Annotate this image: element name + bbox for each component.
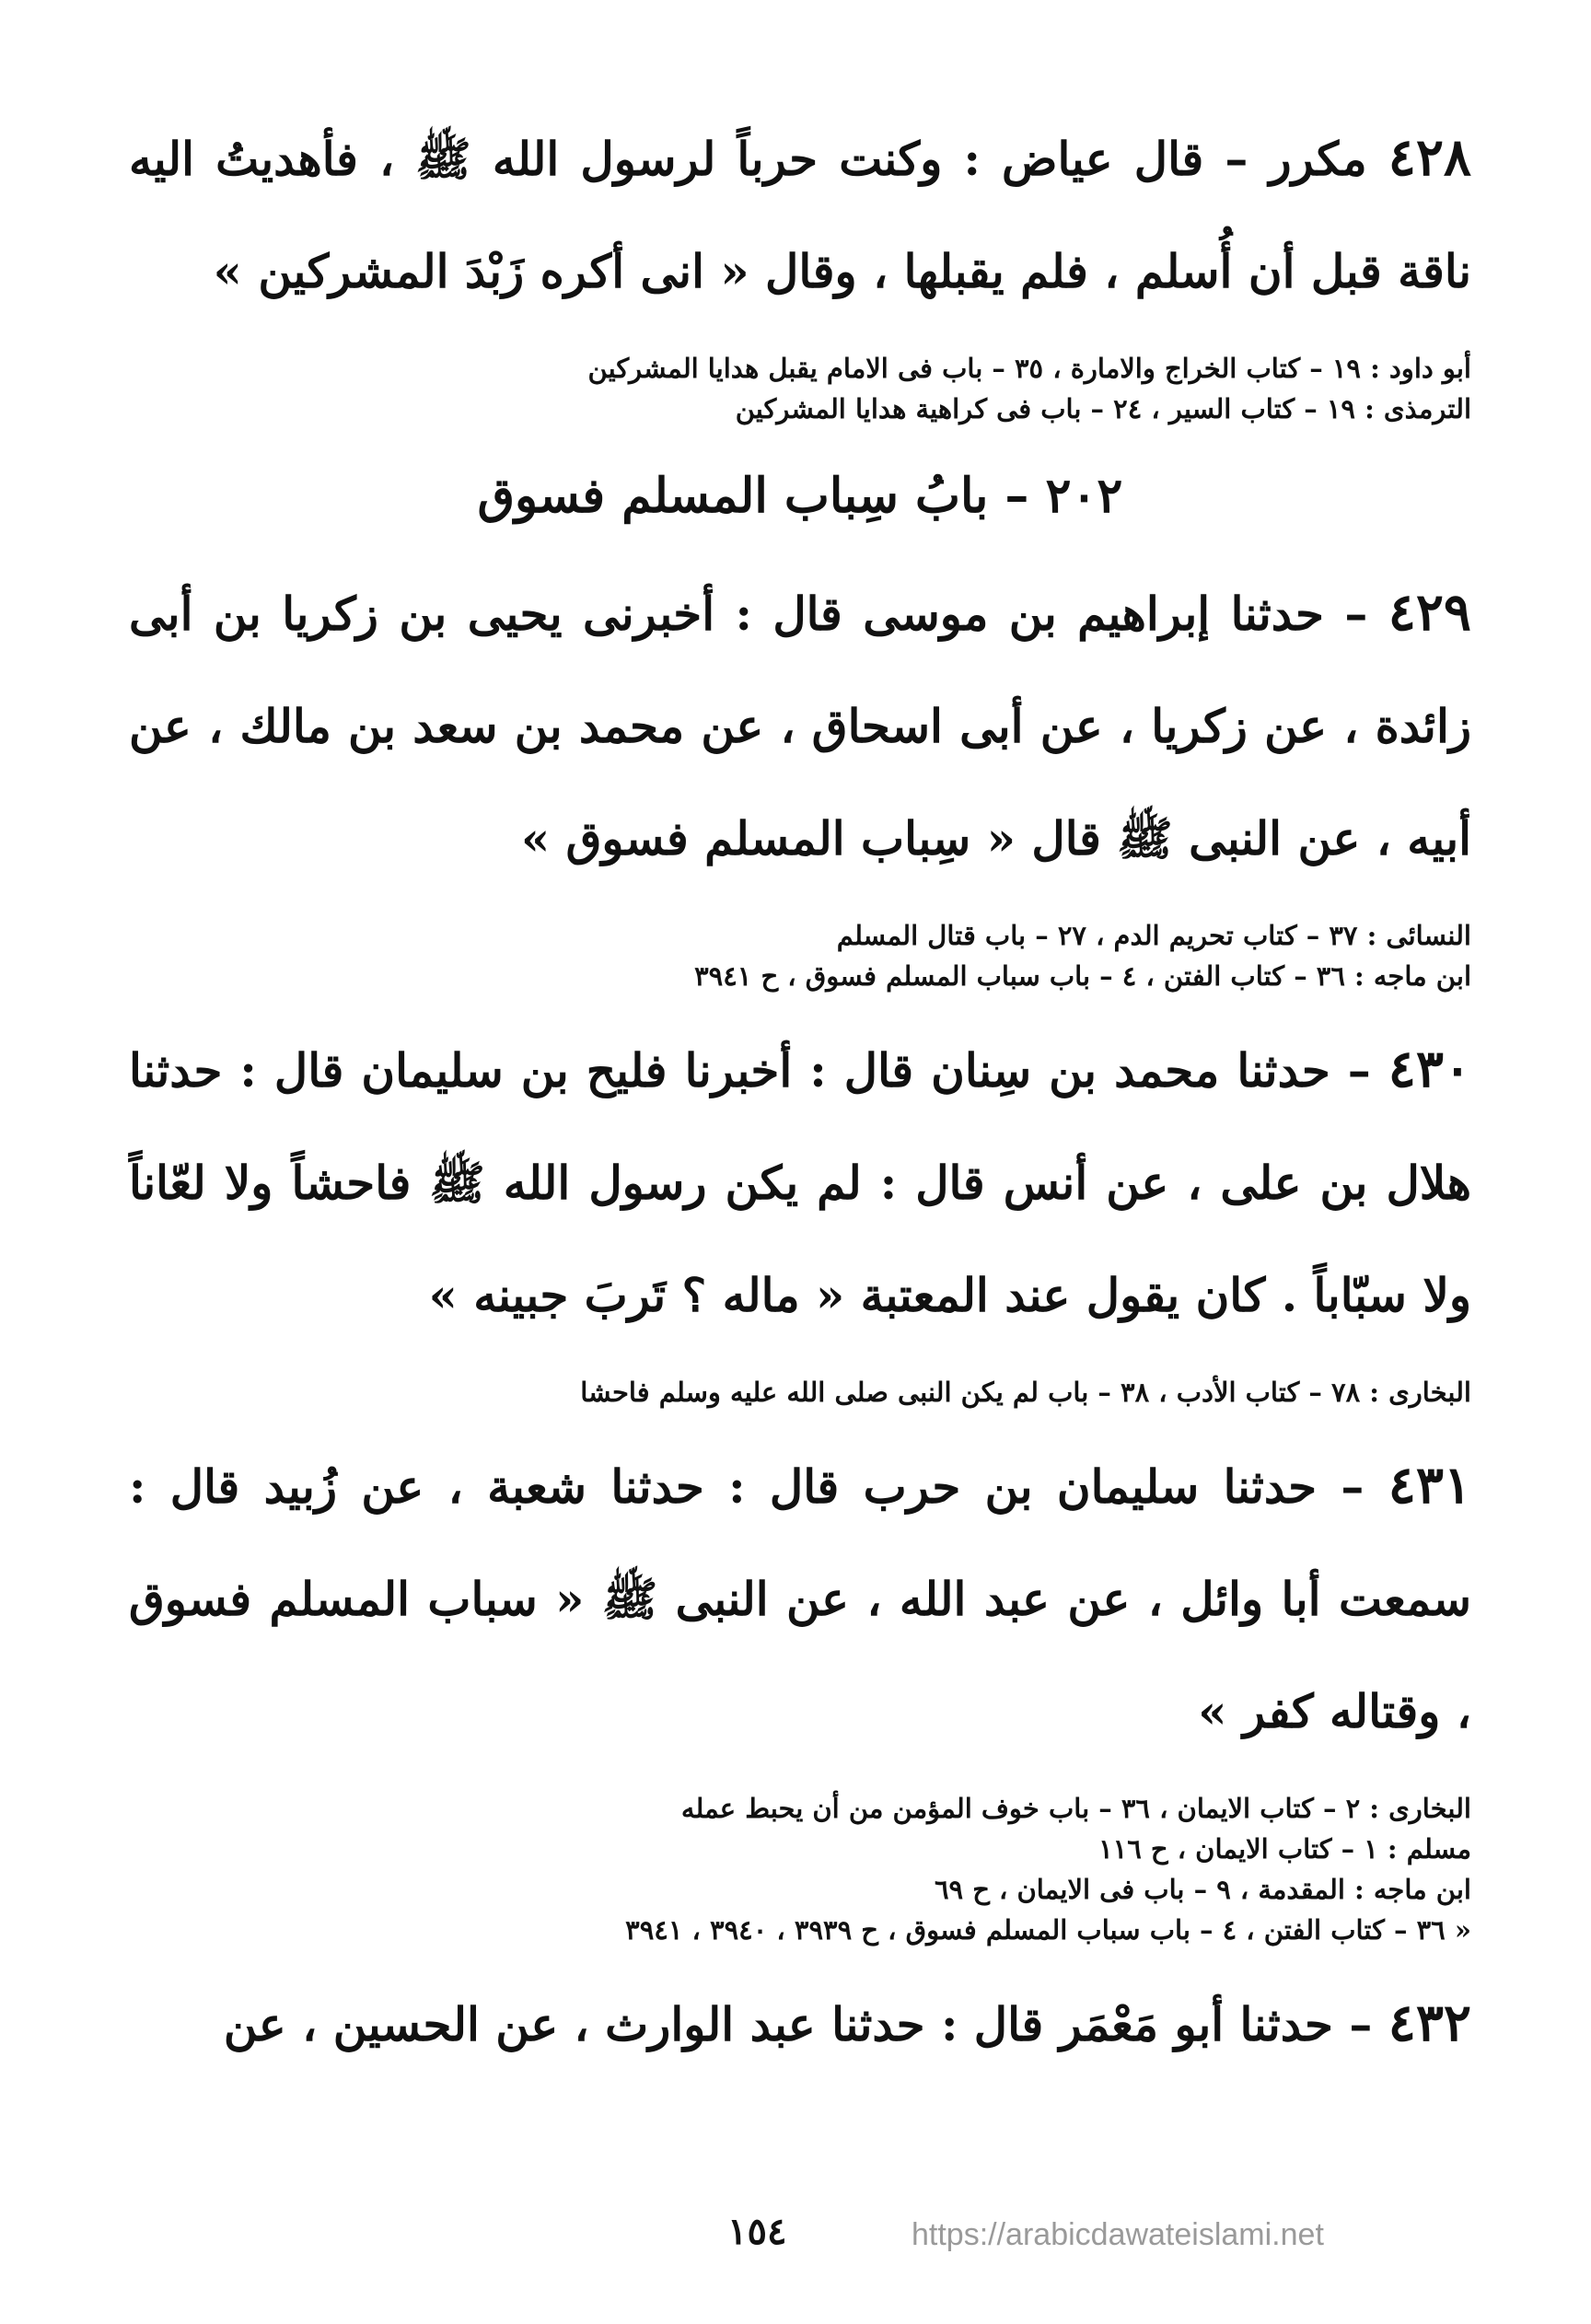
hadith-429	[129, 556, 1471, 895]
reference-line: النسائى : ٣٧ – كتاب تحريم الدم ، ٢٧ – باب قتال المسلم	[836, 920, 1471, 951]
website-watermark: https://arabicdawateislami.net	[912, 2217, 1324, 2252]
hadith-number: ٤٣١	[1388, 1455, 1471, 1516]
hadith-429-references	[129, 915, 1471, 996]
reference-line: أبو داود : ١٩ – كتاب الخراج والامارة ، ٣٥ – باب فى الامام يقبل هدايا المشركين	[587, 353, 1471, 384]
reference-line: البخارى : ٢ – كتاب الايمان ، ٣٦ – باب خوف المؤمن من أن يحبط عمله	[680, 1793, 1471, 1824]
hadith-431-references	[129, 1788, 1471, 1950]
reference-line: مسلم : ١ – كتاب الايمان ، ح ١١٦	[1098, 1833, 1471, 1865]
hadith-428-references	[129, 348, 1471, 429]
hadith-number: ٤٣٠	[1388, 1039, 1471, 1099]
chapter-heading: ٢٠٢ – بابُ سِباب المسلم فسوق	[477, 468, 1123, 524]
page-number: ١٥٤	[727, 2210, 787, 2253]
reference-line: « ٣٦ – كتاب الفتن ، ٤ – باب سباب المسلم فسوق ، ح ٣٩٣٩ ، ٣٩٤٠ ، ٣٩٤١	[625, 1914, 1471, 1946]
reference-line: ابن ماجه : المقدمة ، ٩ – باب فى الايمان ، ح ٦٩	[934, 1874, 1471, 1905]
hadith-number: ٤٢٨	[1388, 127, 1471, 188]
hadith-text: – حدثنا سليمان بن حرب قال : حدثنا شعبة ، عن زُبيد قال : سمعت أبا وائل ، عن عبد الله ، عن النبى ﷺ « سباب المسلم فسوق ، وقتاله كفر »	[129, 1459, 1471, 1738]
hadith-430	[129, 1013, 1471, 1352]
hadith-text: – حدثنا محمد بن سِنان قال : أخبرنا فليح بن سليمان قال : حدثنا هلال بن على ، عن أنس قال : لم يكن رسول الله ﷺ فاحشاً ولا لعّاناً ولا سبّاباً . كان يقول عند المعتبة « ماله ؟ تَربَ جبينه »	[129, 1043, 1471, 1322]
hadith-430-references	[129, 1372, 1471, 1412]
reference-line: ابن ماجه : ٣٦ – كتاب الفتن ، ٤ – باب سباب المسلم فسوق ، ح ٣٩٤١	[694, 960, 1471, 992]
hadith-432	[129, 1967, 1471, 2081]
page-footer	[0, 2210, 1591, 2283]
reference-line: البخارى : ٧٨ – كتاب الأدب ، ٣٨ – باب لم يكن النبى صلى الله عليه وسلم فاحشا	[580, 1377, 1471, 1408]
hadith-text: – حدثنا إبراهيم بن موسى قال : أخبرنى يحيى بن زكريا بن أبى زائدة ، عن زكريا ، عن أبى اسحاق ، عن محمد بن سعد بن مالك ، عن أبيه ، عن النبى ﷺ قال « سِباب المسلم فسوق »	[129, 587, 1471, 866]
hadith-428	[129, 101, 1471, 328]
hadith-number: ٤٢٩	[1388, 582, 1471, 643]
hadith-number: ٤٣٢	[1388, 1993, 1471, 2053]
hadith-text: مكرر – قال عياض : وكنت حرباً لرسول الله ﷺ ، فأهديتُ اليه ناقة قبل أن أُسلم ، فلم يقبلها ، وقال « انى أكره زَبْدَ المشركين »	[129, 132, 1471, 298]
hadith-431	[129, 1429, 1471, 1768]
hadith-text: – حدثنا أبو مَعْمَر قال : حدثنا عبد الوارث ، عن الحسين ، عن	[223, 1997, 1373, 2051]
reference-line: الترمذى : ١٩ – كتاب السير ، ٢٤ – باب فى كراهية هدايا المشركين	[735, 393, 1471, 424]
